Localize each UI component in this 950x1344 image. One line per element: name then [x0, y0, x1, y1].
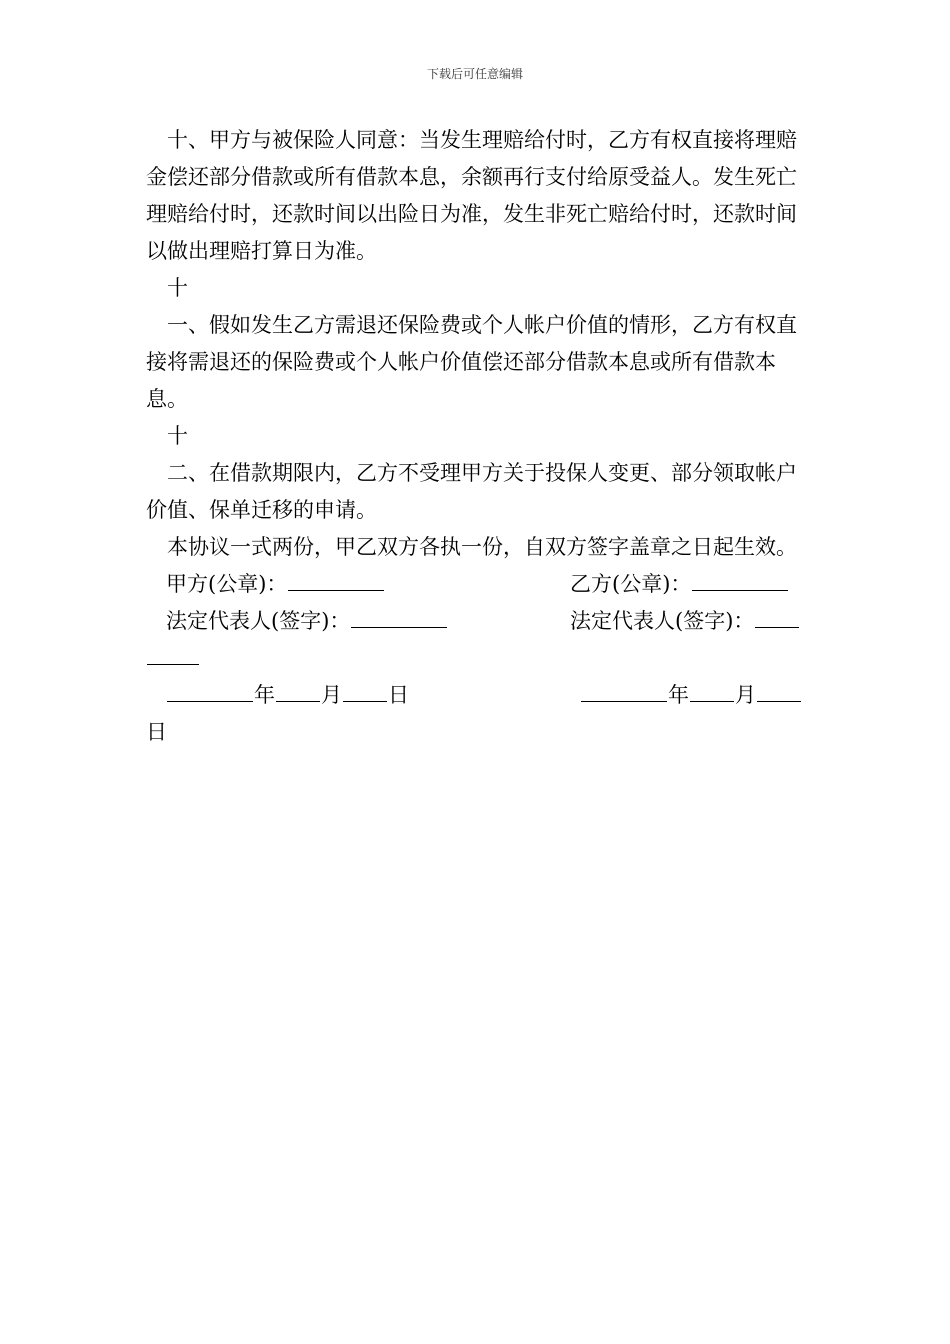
party-a-year-label: 年: [254, 683, 275, 707]
party-a-seal-blank[interactable]: [288, 566, 384, 591]
page-header-note: 下载后可任意编辑: [426, 67, 523, 81]
clause-11-number: 十: [167, 276, 188, 300]
party-b-seal-blank[interactable]: [692, 566, 788, 591]
party-a-month-label: 月: [321, 683, 342, 707]
effect-clause: 本协议一式两份，甲乙双方各执一份，自双方签字盖章之日起生效。: [167, 535, 797, 559]
party-b-day-blank[interactable]: [757, 677, 801, 702]
party-a-rep-label: 法定代表人(签字)：: [166, 609, 351, 633]
representative-row: [146, 603, 806, 640]
party-a-seal-label: 甲方(公章)：: [166, 572, 288, 596]
party-a-date: [166, 677, 409, 714]
party-b-rep-blank-continued[interactable]: [147, 640, 199, 665]
party-b-date: [580, 677, 802, 714]
party-a-day-blank[interactable]: [343, 677, 387, 702]
clause-11: 一、假如发生乙方需退还保险费或个人帐户价值的情形，乙方有权直接将需退还的保险费或个人帐户价值偿还部分借款本息或所有借款本息。: [146, 313, 797, 411]
party-b-year-blank[interactable]: [581, 677, 667, 702]
party-a-year-blank[interactable]: [167, 677, 253, 702]
clause-12-number: 十: [167, 424, 188, 448]
party-b-month-label: 月: [735, 683, 756, 707]
party-b-rep-blank[interactable]: [755, 603, 799, 628]
representative-row-wrap: [146, 640, 806, 677]
date-row-wrap: [146, 714, 806, 751]
party-b-rep-label: 法定代表人(签字)：: [570, 609, 755, 633]
document-body: [146, 122, 806, 751]
party-b-day-label: 日: [146, 720, 167, 744]
party-b-representative: [570, 603, 800, 640]
seal-row: [146, 566, 806, 603]
clause-10: 十、甲方与被保险人同意：当发生理赔给付时，乙方有权直接将理赔金偿还部分借款或所有借款本息，余额再行支付给原受益人。发生死亡理赔给付时，还款时间以出险日为准，发生非死亡赔给付时，还款时间以做出理赔打算日为准。: [146, 128, 797, 263]
party-b-month-blank[interactable]: [690, 677, 734, 702]
party-a-seal: [166, 566, 385, 603]
party-a-representative: [166, 603, 448, 640]
clause-12: 二、在借款期限内，乙方不受理甲方关于投保人变更、部分领取帐户价值、保单迁移的申请。: [146, 461, 797, 522]
party-a-day-label: 日: [388, 683, 409, 707]
party-b-seal: [570, 566, 789, 603]
party-a-month-blank[interactable]: [276, 677, 320, 702]
date-row: [146, 677, 806, 714]
party-b-year-label: 年: [668, 683, 689, 707]
party-b-seal-label: 乙方(公章)：: [570, 572, 692, 596]
party-a-rep-blank[interactable]: [351, 603, 447, 628]
